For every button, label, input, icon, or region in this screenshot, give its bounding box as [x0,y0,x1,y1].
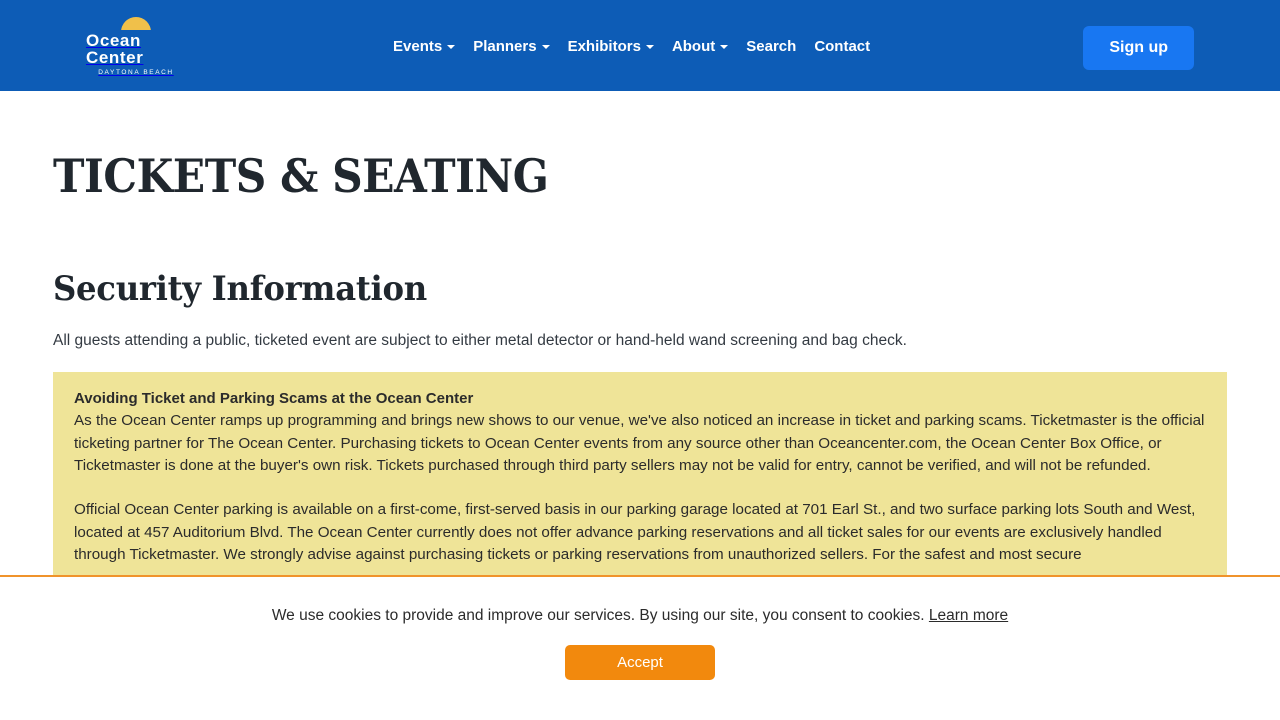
cookie-consent-banner [0,575,1280,720]
site-logo[interactable] [86,16,186,76]
cookie-message: We use cookies to provide and improve our services. By using our site, you consent to cookies. [271,607,925,624]
notice-heading: Avoiding Ticket and Parking Scams at the Ocean Center [74,390,474,408]
notice-paragraph-2: Official Ocean Center parking is available on a first-come, first-served basis in our parking garage located at 701 Earl St., and two surface parking lots South and West, located at 457 Auditorium Blvd. The Ocean Center currently does not offer advance parking reservations and all ticket sales for our events are exclusively handled through Ticketmaster. We strongly advise against purchasing tickets or parking reservations from unauthorized sellers. For the safest and most secure [74,501,1196,563]
scam-notice-box [53,372,1227,586]
nav-item-contact[interactable] [813,36,871,57]
cookie-learn-more-link[interactable]: Learn more [928,607,1009,624]
nav-item-exhibitors[interactable] [567,36,655,57]
page-title: TICKETS & SEATING [53,149,549,203]
nav-label-events: Events [393,38,443,55]
nav-item-events[interactable] [392,36,456,57]
site-header [0,0,1280,91]
nav-label-exhibitors: Exhibitors [567,38,641,55]
main-nav [392,36,871,57]
chevron-down-icon [646,45,654,49]
section-title-security-information: Security Information [53,269,427,309]
sign-up-button[interactable]: Sign up [1083,26,1194,70]
chevron-down-icon [447,45,455,49]
cookie-message-row [272,607,1008,625]
nav-item-search[interactable] [745,36,797,57]
logo-name: Ocean Center [86,31,144,67]
nav-label-about: About [671,38,716,55]
chevron-down-icon [542,45,550,49]
nav-label-planners: Planners [473,38,537,55]
main-content [0,149,1280,586]
nav-label-contact: Contact [814,38,871,55]
security-intro-text: All guests attending a public, ticketed event are subject to either metal detector or hand-held wand screening and bag check. [53,332,907,349]
logo-subtitle: DAYTONA BEACH [98,69,174,76]
chevron-down-icon [720,45,728,49]
nav-label-search: Search [746,38,797,55]
nav-item-about[interactable] [671,36,729,57]
sun-wave-logo-icon [110,16,162,30]
cookie-accept-button[interactable]: Accept [565,645,715,680]
notice-paragraph-1: As the Ocean Center ramps up programming and brings new shows to our venue, we've also noticed an increase in ticket and parking scams. Ticketmaster is the official ticketing partner for The Ocean Center. Purchasing tickets to Ocean Center events from any source other than Oceancenter.com, the Ocean Center Box Office, or Ticketmaster is done at the buyer's own risk. Tickets purchased through third party sellers may not be valid for entry, cannot be verified, and will not be refunded. [74,412,1205,474]
nav-item-planners[interactable] [472,36,550,57]
